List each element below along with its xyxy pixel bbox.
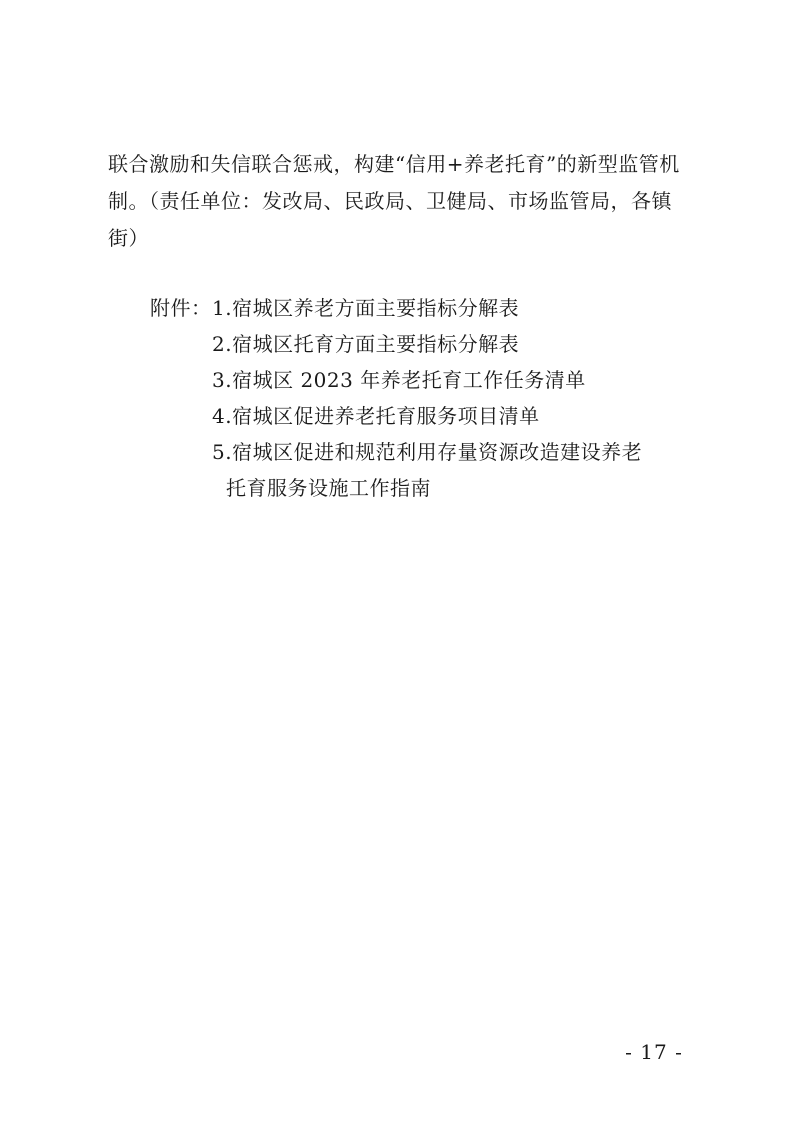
attachment-item-continuation: 托育服务设施工作指南 <box>226 476 431 500</box>
body-paragraph <box>108 146 694 257</box>
page-number: - 17 - <box>625 1040 683 1064</box>
paragraph-line: 制。（责任单位：发改局、民政局、卫健局、市场监管局，各镇 <box>108 189 672 213</box>
attachment-row <box>150 290 710 326</box>
attachment-row <box>150 326 710 362</box>
attachments-list <box>150 290 710 506</box>
attachment-row-continuation <box>150 470 710 506</box>
attachment-row <box>150 398 710 434</box>
attachment-item: 1.宿城区养老方面主要指标分解表 <box>212 296 520 320</box>
attachment-row <box>150 362 710 398</box>
paragraph-line: 联合激励和失信联合惩戒，构建“信用+养老托育”的新型监管机 <box>108 152 680 176</box>
attachment-item: 3.宿城区 2023 年养老托育工作任务清单 <box>212 368 586 392</box>
attachment-item: 4.宿城区促进养老托育服务项目清单 <box>212 404 540 428</box>
paragraph-line: 街） <box>108 226 149 250</box>
attachment-item: 5.宿城区促进和规范利用存量资源改造建设养老 <box>212 440 643 464</box>
attachments-label: 附件： <box>150 296 212 320</box>
attachment-item: 2.宿城区托育方面主要指标分解表 <box>212 332 520 356</box>
attachment-row <box>150 434 710 470</box>
